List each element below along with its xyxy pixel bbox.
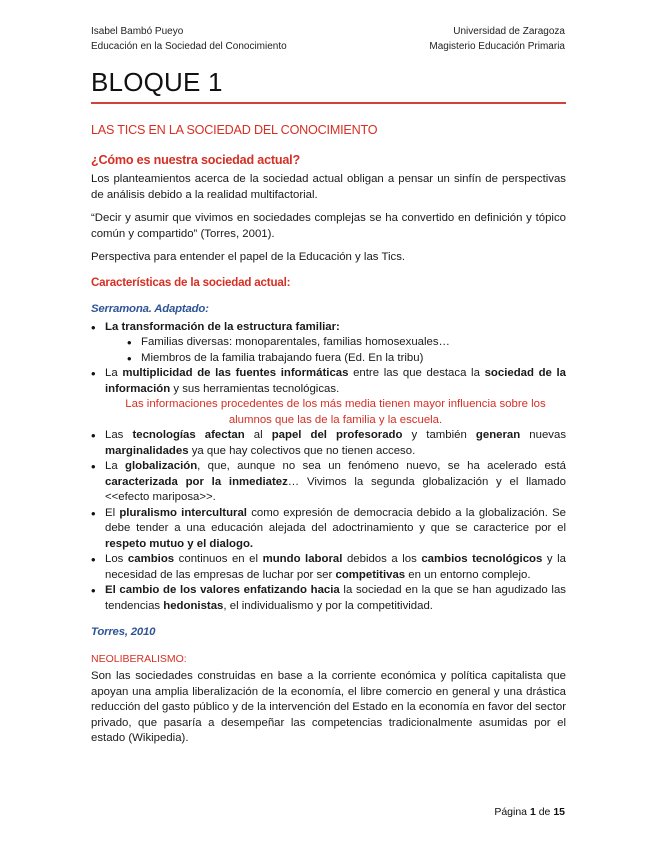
page-number: Página 1 de 15: [494, 806, 565, 818]
perspective-paragraph: Perspectiva para entender el papel de la Educación y las Tics.: [91, 251, 406, 263]
sub-list-item: • Familias diversas: monoparentales, familias homosexuales…: [105, 335, 566, 351]
family-sublist: [105, 335, 566, 366]
source-torres: Torres, 2010: [91, 626, 156, 638]
source-serramona: Serramona. Adaptado:: [91, 302, 209, 315]
header-right: [429, 24, 565, 54]
list-item: • Las tecnologías afectan al papel del profesorado y también generan nuevas marginalidades ya que hay colectivos que no tienen acceso.: [91, 428, 566, 459]
characteristics-list: [91, 320, 566, 615]
list-item: • El cambio de los valores enfatizando hacia la sociedad en la que se han agudizado las tendencias hedonistas, el individualismo y por la competitividad.: [91, 583, 566, 614]
section-title: LAS TICS EN LA SOCIEDAD DEL CONOCIMIENTO: [91, 123, 378, 137]
document-body: [91, 117, 566, 747]
page-title: BLOQUE 1: [91, 67, 223, 97]
characteristics-heading: Características de la sociedad actual:: [91, 275, 291, 289]
intro-paragraph: Los planteamientos acerca de la sociedad actual obligan a pensar un sinfín de perspectivas de análisis debido a la realidad multifactorial.: [91, 173, 566, 201]
list-item: • El pluralismo intercultural como expresión de democracia debido a la globalización. Se debe tender a una educación alejada del adoctrinamiento y que se caracterice por el respeto mutuo y el dialogo.: [91, 506, 566, 553]
header-course: Educación en la Sociedad del Conocimiento: [91, 41, 287, 52]
list-item: • La multiplicidad de las fuentes informáticas entre las que destaca la sociedad de la información y sus herramientas tecnológicas. Las informaciones procedentes de los más media tienen mayor influencia sobre los alumnos que las de la familia y la escuela.: [91, 366, 566, 428]
neoliberalismo-paragraph: Son las sociedades construidas en base a la corriente económica y política capitalista que apoyan una amplia liberalización de la economía, el libre comercio en general y una drástica reducción del gasto público y de la intervención del Estado en la economía en favor del sector privado, que pasaría a desempeñar las competencias tradicionalmente asumidas por el estado (Wikipedia).: [91, 670, 566, 744]
list-item: • La globalización, que, aunque no sea un fenómeno nuevo, se ha acelerado está caracterizada por la inmediatez… Vivimos la segunda globalización y el llamado <<efecto mariposa>>.: [91, 459, 566, 506]
header-degree: Magisterio Educación Primaria: [429, 41, 565, 52]
header-university: Universidad de Zaragoza: [453, 26, 565, 37]
header-author: Isabel Bambó Pueyo: [91, 26, 184, 37]
neoliberalismo-heading: NEOLIBERALISMO:: [91, 653, 187, 665]
header-left: [91, 24, 287, 54]
quote-paragraph: “Decir y asumir que vivimos en sociedades complejas se ha convertido en definición y tópico común y compartido” (Torres, 2001).: [91, 212, 566, 240]
question-heading: ¿Cómo es nuestra sociedad actual?: [91, 153, 300, 167]
media-influence-note: Las informaciones procedentes de los más media tienen mayor influencia sobre los alumnos que las de la familia y la escuela.: [125, 398, 546, 426]
sub-list-item: • Miembros de la familia trabajando fuera (Ed. En la tribu): [105, 351, 566, 367]
list-item: • La transformación de la estructura familiar: • Familias diversas: monoparentales, familias homosexuales… • Miembros de la familia trabajando fuera (Ed. En la tribu): [91, 320, 566, 367]
title-divider: [91, 102, 566, 104]
list-item: • Los cambios continuos en el mundo laboral debidos a los cambios tecnológicos y la necesidad de las empresas de luchar por ser competitivas en un entorno complejo.: [91, 552, 566, 583]
